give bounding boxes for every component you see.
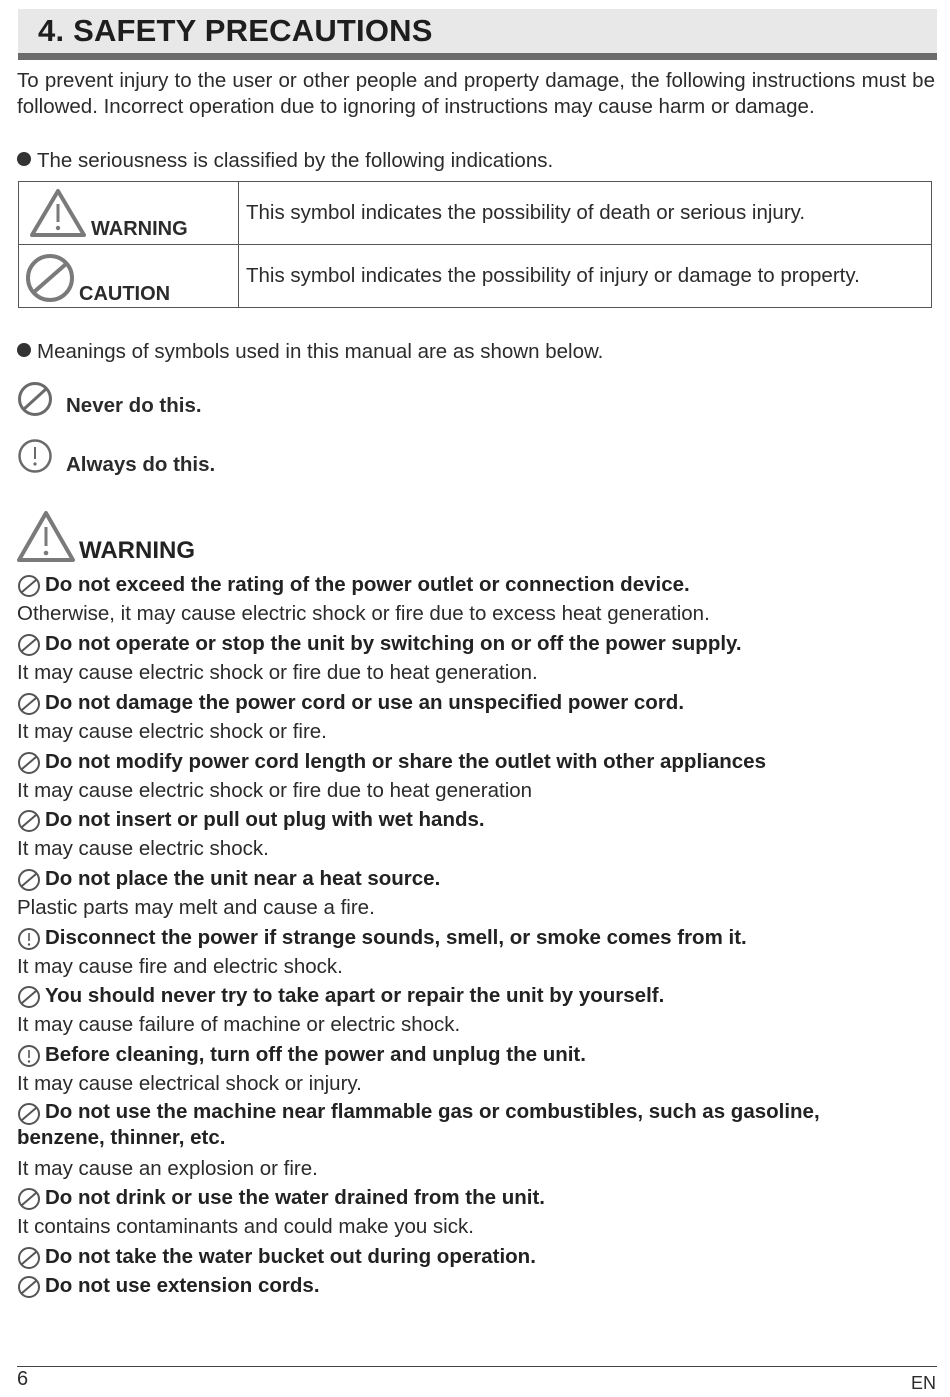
classification-table bbox=[18, 181, 932, 308]
warning-item-heading: Do not exceed the rating of the power outlet or connection device. bbox=[45, 573, 690, 596]
prohibition-icon bbox=[17, 1246, 41, 1270]
bullet-seriousness-text: The seriousness is classified by the following indications. bbox=[37, 149, 554, 172]
bullet-meanings bbox=[17, 339, 603, 365]
prohibition-icon bbox=[17, 1187, 41, 1211]
warning-item-body: It may cause electrical shock or injury. bbox=[17, 1072, 362, 1095]
table-row bbox=[19, 245, 932, 308]
prohibition-icon bbox=[17, 633, 41, 657]
warning-item-heading: Do not modify power cord length or share the outlet with other appliances bbox=[45, 750, 766, 773]
warning-item-heading: Do not take the water bucket out during operation. bbox=[45, 1245, 536, 1268]
mandatory-icon bbox=[17, 927, 41, 951]
table-row bbox=[19, 182, 932, 245]
language-code: EN bbox=[911, 1373, 937, 1393]
warning-label: WARNING bbox=[91, 218, 188, 240]
prohibition-icon bbox=[17, 985, 41, 1009]
prohibition-icon bbox=[17, 868, 41, 892]
bullet-meanings-text: Meanings of symbols used in this manual are as shown below. bbox=[37, 340, 604, 363]
page-title: 4. SAFETY PRECAUTIONS bbox=[38, 13, 433, 48]
bullet-seriousness bbox=[17, 148, 553, 174]
warning-item-heading: Do not operate or stop the unit by switching on or off the power supply. bbox=[45, 632, 742, 655]
mandatory-icon bbox=[17, 1044, 41, 1068]
footer-rule bbox=[17, 1366, 937, 1367]
warning-item-heading: Do not use the machine near flammable gas or combustibles, such as gasoline, benzene, thinner, etc. bbox=[17, 1100, 820, 1149]
prohibition-icon bbox=[25, 253, 75, 303]
intro-paragraph: To prevent injury to the user or other people and property damage, the following instructions must be followed. Incorrect operation due to ignoring of instructions may cause harm or damage. bbox=[17, 69, 935, 118]
warning-section-title: WARNING bbox=[79, 537, 195, 564]
warning-item-body: It may cause electric shock. bbox=[17, 837, 269, 860]
warning-item-heading: Do not damage the power cord or use an unspecified power cord. bbox=[45, 691, 685, 714]
warning-item-body: It may cause electric shock or fire due to heat generation. bbox=[17, 661, 538, 684]
prohibition-icon bbox=[17, 1275, 41, 1299]
warning-triangle-icon bbox=[29, 188, 87, 238]
warning-item-body: It may cause fire and electric shock. bbox=[17, 955, 343, 978]
prohibition-icon bbox=[17, 751, 41, 775]
caution-description: This symbol indicates the possibility of injury or damage to property. bbox=[239, 245, 932, 308]
bullet-dot bbox=[17, 152, 31, 166]
legend-always: Always do this. bbox=[66, 453, 216, 476]
caution-label: CAUTION bbox=[79, 283, 171, 305]
warning-item-body: Plastic parts may melt and cause a fire. bbox=[17, 896, 375, 919]
warning-item-heading: Do not use extension cords. bbox=[45, 1274, 320, 1297]
warning-triangle-icon bbox=[16, 510, 76, 564]
warning-item-body: It contains contaminants and could make you sick. bbox=[17, 1215, 474, 1238]
bullet-dot bbox=[17, 343, 31, 357]
prohibition-icon bbox=[17, 809, 41, 833]
warning-item-body: It may cause an explosion or fire. bbox=[17, 1157, 318, 1180]
header-underline bbox=[18, 53, 937, 60]
prohibition-icon bbox=[17, 692, 41, 716]
caution-symbol-cell bbox=[19, 245, 239, 308]
warning-item-body: It may cause electric shock or fire. bbox=[17, 720, 327, 743]
mandatory-icon bbox=[17, 438, 53, 474]
warning-item-body: It may cause failure of machine or electric shock. bbox=[17, 1013, 461, 1036]
warning-item-heading: Before cleaning, turn off the power and unplug the unit. bbox=[45, 1043, 586, 1066]
warning-description: This symbol indicates the possibility of death or serious injury. bbox=[239, 182, 932, 245]
warning-item-body: Otherwise, it may cause electric shock or fire due to excess heat generation. bbox=[17, 602, 710, 625]
page-number: 6 bbox=[17, 1368, 29, 1390]
prohibition-icon bbox=[17, 574, 41, 598]
warning-item-heading: Do not drink or use the water drained from the unit. bbox=[45, 1186, 546, 1209]
warning-item-heading: You should never try to take apart or repair the unit by yourself. bbox=[45, 984, 665, 1007]
section-header bbox=[18, 9, 937, 53]
warning-item-heading: Disconnect the power if strange sounds, smell, or smoke comes from it. bbox=[45, 926, 747, 949]
legend-never: Never do this. bbox=[66, 394, 202, 417]
warning-item-heading: Do not insert or pull out plug with wet hands. bbox=[45, 808, 485, 831]
prohibition-icon bbox=[17, 381, 53, 417]
warning-item-body: It may cause electric shock or fire due to heat generation bbox=[17, 779, 533, 802]
warning-symbol-cell bbox=[19, 182, 239, 245]
warning-item-heading: Do not place the unit near a heat source. bbox=[45, 867, 441, 890]
